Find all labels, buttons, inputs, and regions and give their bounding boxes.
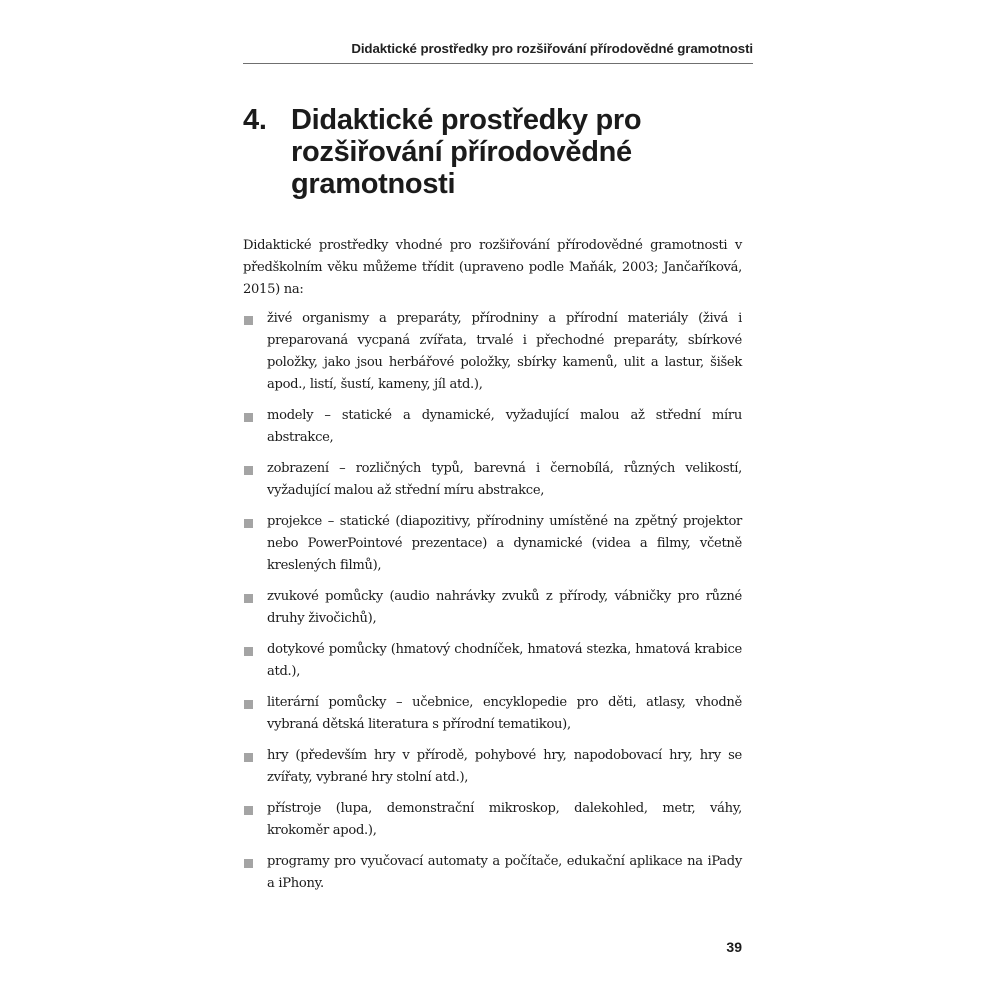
- square-bullet-icon: [244, 753, 253, 762]
- chapter-number: 4.: [243, 104, 267, 136]
- bullet-list: [243, 308, 742, 904]
- square-bullet-icon: [244, 700, 253, 709]
- list-item: [243, 851, 742, 895]
- list-item-text: hry (především hry v přírodě, pohybové hry, napodobovací hry, hry se zvířaty, vybrané hry stolní atd.),: [267, 748, 742, 785]
- list-item: [243, 308, 742, 396]
- square-bullet-icon: [244, 316, 253, 325]
- square-bullet-icon: [244, 859, 253, 868]
- list-item: [243, 458, 742, 502]
- page-number: 39: [726, 939, 742, 955]
- list-item: [243, 511, 742, 577]
- list-item: [243, 798, 742, 842]
- list-item-text: přístroje (lupa, demonstrační mikroskop, dalekohled, metr, váhy, krokoměr apod.),: [267, 801, 742, 838]
- square-bullet-icon: [244, 519, 253, 528]
- header-rule: [243, 63, 753, 64]
- list-item-text: programy pro vyučovací automaty a počítače, edukační aplikace na iPady a iPhony.: [267, 854, 742, 891]
- list-item: [243, 692, 742, 736]
- list-item-text: modely – statické a dynamické, vyžadující malou až střední míru abstrakce,: [267, 408, 742, 445]
- list-item-text: zvukové pomůcky (audio nahrávky zvuků z přírody, vábničky pro různé druhy živočichů),: [267, 589, 742, 626]
- square-bullet-icon: [244, 806, 253, 815]
- square-bullet-icon: [244, 466, 253, 475]
- list-item: [243, 639, 742, 683]
- chapter-title-text: Didaktické prostředky pro rozšiřování přírodovědné gramotnosti: [291, 104, 642, 200]
- list-item: [243, 586, 742, 630]
- running-header: Didaktické prostředky pro rozšiřování přírodovědné gramotnosti: [351, 41, 753, 56]
- list-item-text: projekce – statické (diapozitivy, přírodniny umístěné na zpětný projektor nebo PowerPointové prezentace) a dynamické (videa a filmy, včetně kreslených filmů),: [267, 514, 742, 573]
- square-bullet-icon: [244, 594, 253, 603]
- list-item: [243, 405, 742, 449]
- square-bullet-icon: [244, 413, 253, 422]
- square-bullet-icon: [244, 647, 253, 656]
- list-item-text: zobrazení – rozličných typů, barevná i černobílá, různých velikostí, vyžadující malou až střední míru abstrakce,: [267, 461, 742, 498]
- intro-paragraph: Didaktické prostředky vhodné pro rozšiřování přírodovědné gramotnosti v předškolním věku můžeme třídit (upraveno podle Maňák, 2003; Jančaříková, 2015) na:: [243, 238, 742, 297]
- list-item-text: literární pomůcky – učebnice, encyklopedie pro děti, atlasy, vhodně vybraná dětská literatura s přírodní tematikou),: [267, 695, 742, 732]
- list-item-text: dotykové pomůcky (hmatový chodníček, hmatová stezka, hmatová krabice atd.),: [267, 642, 742, 679]
- list-item: [243, 745, 742, 789]
- list-item-text: živé organismy a preparáty, přírodniny a přírodní materiály (živá i preparovaná vycpaná zvířata, trvalé i přechodné preparáty, sbírkové položky, jako jsou herbářové položky, sbírky kamenů, ulit a lastur, šišek apod., listí, šustí, kameny, jíl atd.),: [267, 311, 742, 392]
